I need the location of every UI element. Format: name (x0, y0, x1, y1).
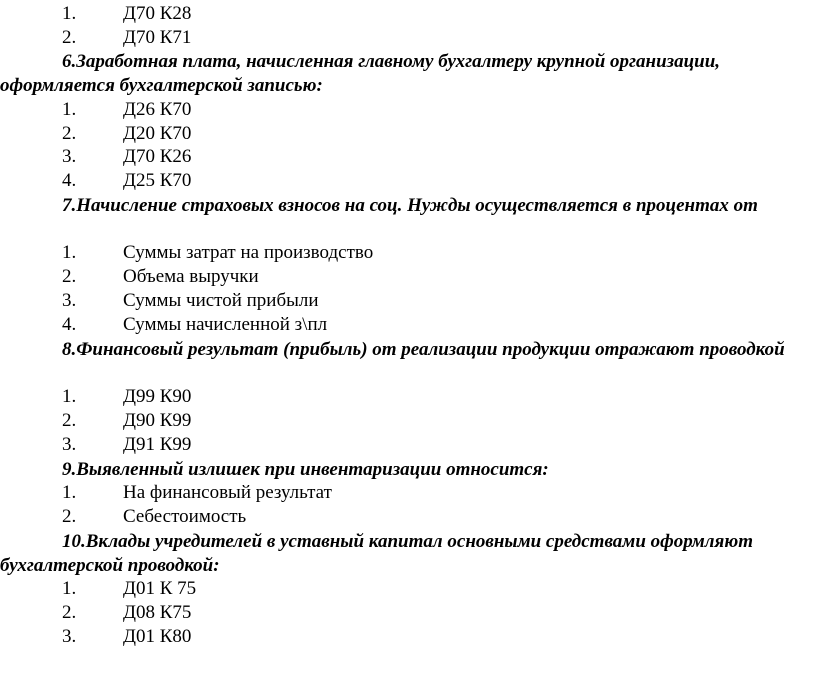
option-number: 2. (62, 410, 77, 431)
option-text: Объема выручки (123, 266, 259, 287)
option-number: 1. (62, 3, 77, 24)
option-number: 2. (62, 602, 77, 623)
option-number: 3. (62, 626, 77, 647)
option-number: 2. (62, 27, 77, 48)
option-number: 1. (62, 482, 77, 503)
question-10: 10.Вклады учредителей в уставный капитал основными средствами оформляют бухгалтерской проводкой: (0, 531, 753, 576)
option-text: Д25 К70 (123, 170, 192, 191)
option-number: 2. (62, 266, 77, 287)
option-text: Себестоимость (123, 506, 247, 527)
question-6: 6.Заработная плата, начисленная главному бухгалтеру крупной организации, оформляется бухгалтерской записью: (0, 51, 721, 96)
option-text: Д26 К70 (123, 99, 192, 120)
option-text: Д01 К 75 (123, 578, 197, 599)
option-number: 3. (62, 146, 77, 167)
option-number: 1. (62, 578, 77, 599)
option-number: 4. (62, 314, 77, 335)
option-text: Д99 К90 (123, 386, 192, 407)
option-text: Д90 К99 (123, 410, 192, 431)
option-number: 2. (62, 506, 77, 527)
option-text: Д08 К75 (123, 602, 192, 623)
option-number: 2. (62, 123, 77, 144)
option-text: Суммы чистой прибыли (123, 290, 319, 311)
option-text: Д20 К70 (123, 123, 192, 144)
option-text: Д70 К71 (123, 27, 192, 48)
option-number: 3. (62, 290, 77, 311)
option-number: 1. (62, 242, 77, 263)
option-text: Д91 К99 (123, 434, 192, 455)
question-9: 9.Выявленный излишек при инвентаризации относится: (62, 459, 549, 480)
question-7: 7.Начисление страховых взносов на соц. Нужды осуществляется в процентах от (62, 195, 758, 216)
option-text: Суммы затрат на производство (123, 242, 374, 263)
option-number: 1. (62, 99, 77, 120)
option-text: Д01 К80 (123, 626, 192, 647)
option-text: Д70 К28 (123, 3, 192, 24)
option-text: Суммы начисленной з\пл (123, 314, 328, 335)
option-number: 4. (62, 170, 77, 191)
question-8: 8.Финансовый результат (прибыль) от реализации продукции отражают проводкой (62, 339, 785, 360)
option-number: 1. (62, 386, 77, 407)
option-text: На финансовый результат (123, 482, 332, 503)
option-number: 3. (62, 434, 77, 455)
option-text: Д70 К26 (123, 146, 192, 167)
